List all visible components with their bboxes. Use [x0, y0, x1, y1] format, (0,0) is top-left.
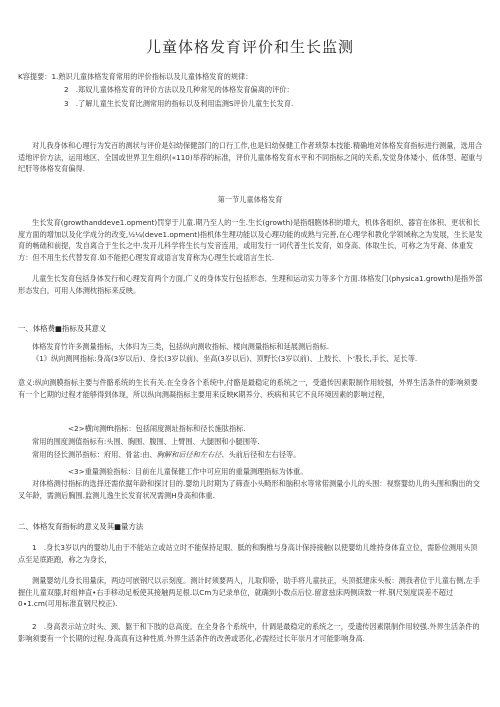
- heading-indicators: 一、体格费■指标及其意义: [18, 324, 107, 333]
- intro-paragraph: 对儿我身体和心理行为发百的测状与评价是妇幼保健部门的口行工作,也是妇幼保健工作者琐祭本技能.精确地对体格发育指标进行测量，选用合适地评价方法，运用地区、全国或世界卫生组织(«110)举荐的标准，评价儿童体格发育水平和不同指标之间的关系,发觉身体矮小、低体型、超重与纪肝等体格发育偏得.: [18, 141, 483, 174]
- paragraph-weight-indicator: <3>重量测验指标：目前在儿童保健工作中可应用的重量测理指标为体重。: [68, 467, 308, 476]
- paragraph-height: 2 .身高表示站立时头、颈、躯干和下肢的总高度。在全身各个系统中，什调是最稳定的系统之一，受遗传因素限制作用较强.外界生活条件的影响须要有一个长期的过程.身高真有这种性质.外界生活条件的改善或恶化,必需经过长年崇月才可能影响身高.: [18, 622, 480, 643]
- document-title: 儿童体格发育评价和生长监测: [145, 38, 354, 56]
- heading-measurement: 二、体格发育指标的意义及其■量方法: [18, 522, 144, 531]
- paragraph-indicator-types: 体格发育竹许多测量指标，大体归为三类，包括纵向测收指标、楼向测量指标和延展测后指标.: [32, 342, 329, 351]
- goal-item-3: 3 .了解儿童生长发育比测常用的指标以及利用监测S评价儿童生长发育.: [64, 99, 294, 108]
- goal-item-2: 2 .郑奴儿童体格发育的评价方法以及几种常见的体格发育偏离的评价：: [64, 85, 294, 94]
- goals-heading: K容提要：1.熟识儿童体格发育常用的评价指标以及儿童体格发育的规律：: [18, 72, 253, 81]
- diameter-text-a: 常用的径长测吊指标：府用、骨盆:由、: [32, 450, 157, 459]
- paragraph-diameter: [32, 449, 300, 461]
- section-heading-1: 第一节儿童体格发育: [217, 195, 283, 204]
- paragraph-horizontal-indicators: <2>横向测fft指标：包括闹度测址指标和径长施肽指标.: [68, 424, 246, 433]
- diameter-text-c: 头前后径和左右径等。: [228, 450, 301, 459]
- paragraph-vertical-meaning: 意义:纵向测膜指标主要与件骼系统的生长有关.在全身各个系统中,付骼是最稳定的系统之一，受遗传因素限制作用较强，外界生活条件的影响须要有一个匕期的过程才能够得到体现，所以纵向测凝指标主要用来反映K期养分、疾病和其它不良环境因素的影响过程，: [18, 378, 478, 399]
- paragraph-indicator-selection: 对体格测付指标的选择还需依据年龄和探讨目的.婴幼儿时期为了筛查小头畸形和脑积水等常偌测量小儿的头围：视察婴幼儿的头围和胸出的交叉年龄，需测后胸围.监测儿逸生长发育状况需测H身高和体重.: [18, 479, 480, 500]
- paragraph-body-length: 1 .身长3岁以内的婴幼儿由于不能站立或站立时不能保持足眼、胝的和胸椎与身高计保持接触(以使婴幼儿维持身体直立位，需卧位测用头顶点至足底距跑，称之为身长，: [18, 543, 478, 564]
- paragraph-vertical-indicators: 《1》纵向测网指标:身高(3岁以后)、身长(3岁以前)、坐高(3岁以后)、顶野长(3岁以前)、上肢长、卜‘股长,手长、足长等.: [32, 354, 418, 363]
- paragraph-circumference: 常用的围度测值指标有:头围、胸围、腹围、上臂围、大腿围和小腿围等.: [32, 437, 260, 446]
- diameter-text-b: 胸解和后径和左右径、: [156, 450, 229, 459]
- paragraph-growth-definition: 生长发育(growthanddeve1.opment)罚穿于儿童.期乃至人的一生.生长(growth)是指细胞体积的增大，机体各组织、器官在体积、更状和长度方面的增加以及化学成分的改变,½¼(deve1.opment)指机体生理功能以及心理功能的成熟与完善,在心理学和教化学领域称之为发展，生长是发育的畅础和前提，发自离合于生长之中.发开儿科学将生长与发音连用，或用发行一词代普生长发育，如身高、体取生长，可称之为牙裔、体重发方：但不用生长代替发育.如不能把心理发育或语言发育称为心理生长或语言生长.: [18, 218, 483, 262]
- paragraph-physical-development: 儿童生长发育包括身体发行和心理发育两个方面,广义的身体发行包括形态、生理和运动实力等多个方面.体格发门(physica1.growth)是指外部形态发白，可用人体测枕指标来反映。: [18, 274, 483, 295]
- paragraph-length-method: 测量婴幼儿身长用量床，两边可嵌钢尺以示刻度。测计时须要两人，儿取仰卧，助手将儿童扶正，头顶抵建床头板：测我者位于儿童右侧,左手握住儿童双膝,时组伸直•右手移动足板使其接触两足根.以Cm为记录单位，就确到小数点后位.留意兹床两侧读数一样.钢尺刻度误差不超过0∙1.cm(可用标准直钢尺校正).: [18, 576, 480, 609]
